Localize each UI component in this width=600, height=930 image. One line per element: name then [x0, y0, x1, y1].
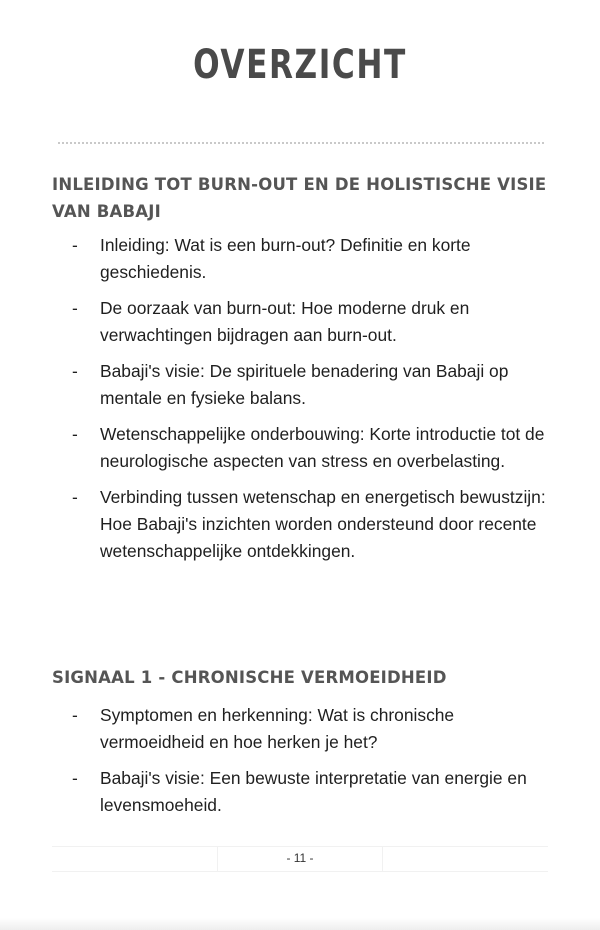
list-dash: -: [72, 298, 78, 318]
section-list-signaal-1: [52, 702, 552, 828]
list-item: [52, 484, 552, 565]
list-dash: -: [72, 424, 78, 444]
list-item-text: Inleiding: Wat is een burn-out? Definitie en korte geschiedenis.: [100, 235, 471, 282]
list-item-text: Babaji's visie: De spirituele benadering van Babaji op mentale en fysieke balans.: [100, 361, 509, 408]
list-item: [52, 421, 552, 475]
list-item: [52, 295, 552, 349]
list-dash: -: [72, 235, 78, 255]
list-item-text: Babaji's visie: Een bewuste interpretatie van energie en levensmoeheid.: [100, 768, 527, 815]
list-item-text: Verbinding tussen wetenschap en energetisch bewustzijn: Hoe Babaji's inzichten worden ondersteund door recente wetenschappelijke ontdekkingen.: [100, 487, 546, 561]
list-item: [52, 702, 552, 756]
list-item: [52, 358, 552, 412]
list-dash: -: [72, 768, 78, 788]
list-item-text: Wetenschappelijke onderbouwing: Korte introductie tot de neurologische aspecten van stress en overbelasting.: [100, 424, 545, 471]
list-dash: -: [72, 705, 78, 725]
list-item: [52, 232, 552, 286]
list-item-text: Symptomen en herkenning: Wat is chronische vermoeidheid en hoe herken je het?: [100, 705, 455, 752]
section-heading-signaal-1: SIGNAAL 1 - CHRONISCHE VERMOEIDHEID: [52, 668, 447, 687]
section-list-intro: [52, 232, 552, 574]
list-item-text: De oorzaak van burn-out: Hoe moderne druk en verwachtingen bijdragen aan burn-out.: [100, 298, 470, 345]
list-dash: -: [72, 361, 78, 381]
page-title: OVERZICHT: [193, 42, 407, 88]
dotted-divider: [58, 142, 544, 144]
section-heading-intro: INLEIDING TOT BURN-OUT EN DE HOLISTISCHE VISIE VAN BABAJI: [52, 175, 547, 221]
list-item: [52, 765, 552, 819]
list-dash: -: [72, 487, 78, 507]
page-number: - 11 -: [286, 851, 314, 865]
page-footer: [52, 846, 548, 872]
bottom-shade: [0, 918, 600, 930]
